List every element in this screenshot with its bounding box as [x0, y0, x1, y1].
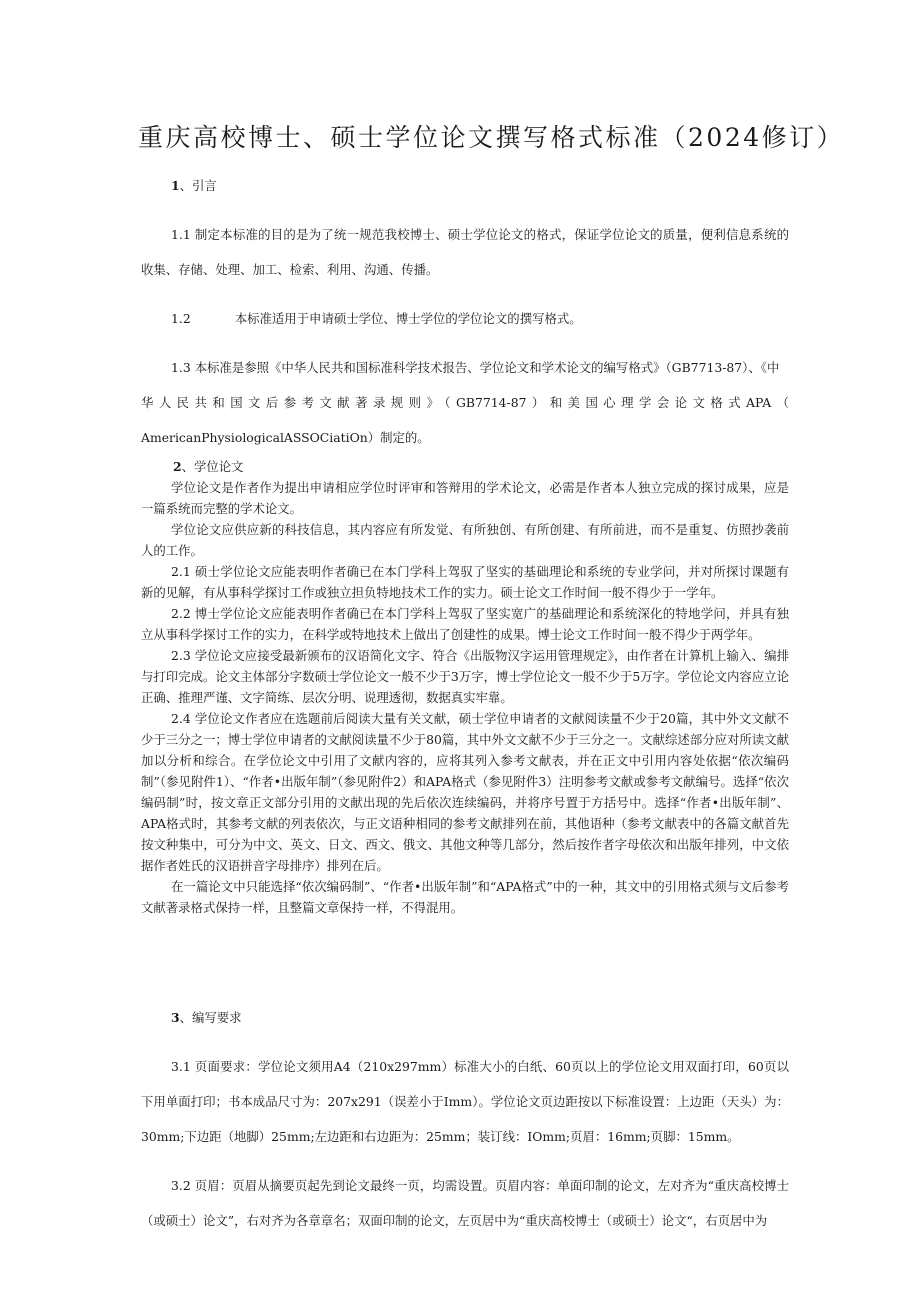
clause-number: 1.2 [171, 311, 191, 326]
section-number: 2 [173, 459, 182, 474]
paragraph-2-4: 2.4 学位论文作者应在选题前后阅读大量有关文献，硕士学位申请者的文献阅读量不少于20篇，其中外文文献不少于三分之一；博士学位申请者的文献阅读量不少于80篇，其中外文文献不少于三分之一。文献综述部分应对所读文献加以分析和综合。在学位论文中引用了文献内容的，应将其列入参考文献表，并在正文中引用内容处依据“依次编码制”（参见附件1）、“作者•出版年制”（参见附件2）和APA格式（参见附件3）注明参考文献或参考文献编号。选择“依次编码制”时，按文章正文部分引用的文献出现的先后依次连续编码，并将序号置于方括号中。选择“作者•出版年制”、APA格式时，其参考文献的列表依次，与正文语种相同的参考文献排列在前，其他语种（参考文献表中的各篇文献首先按文种集中，可分为中文、英文、日文、西文、俄文、其他文种等几部分，然后按作者字母依次和出版年排列，中文依据作者姓氏的汉语拼音字母排序）排列在后。 [141, 711, 789, 873]
section-heading-2 [141, 456, 789, 477]
paragraph-2-intro-b: 学位论文应供应新的科技信息，其内容应有所发觉、有所独创、有所创建、有所前进，而不是重复、仿照抄袭前人的工作。 [141, 522, 789, 558]
paragraph-2-1: 2.1 硕士学位论文应能表明作者确已在本门学科上驾驭了坚实的基础理论和系统的专业学问，并对所探讨课题有新的见解，有从事科学探讨工作或独立担负特地技术工作的实力。硕士论文工作时间一般不得少于一学年。 [141, 564, 789, 600]
paragraph-2-2: 2.2 博士学位论文应能表明作者确已在本门学科上驾驭了坚实宽广的基础理论和系统深化的特地学问，并具有独立从事科学探讨工作的实力，在科学或特地技术上做出了创建性的成果。博士论文工作时间一般不得少于两学年。 [141, 606, 789, 642]
section-heading-1 [141, 168, 789, 203]
paragraph-1-3-line-3: AmericanPhysiologicalASSOCiatiOn）制定的。 [141, 430, 430, 445]
section-number: 1 [171, 178, 180, 193]
clause-text: 本标准适用于申请硕士学位、博士学位的学位论文的撰写格式。 [234, 311, 582, 326]
paragraph-1-1: 1.1 制定本标准的目的是为了统一规范我校博士、硕士学位论文的格式，保证学位论文的质量，便利信息系统的收集、存储、处理、加工、检索、利用、沟通、传播。 [141, 227, 789, 277]
paragraph-3-2: 3.2 页眉：页眉从摘要页起先到论文最终一页，均需设置。页眉内容：单面印制的论文，左对齐为“重庆高校博士（或硕士）论文”，右对齐为各章章名；双面印制的论文，左页居中为“重庆高校博士（或硕士）论文“，右页居中为 [141, 1178, 789, 1228]
paragraph-2-citation-style: 在一篇论文中只能选择“依次编码制”、“作者•出版年制”和“APA格式”中的一种，其文中的引用格式须与文后参考文献著录格式保持一样，且整篇文章保持一样，不得混用。 [141, 879, 789, 915]
paragraph-3-1: 3.1 页面要求：学位论文须用A4（210x297mm）标准大小的白纸、60页以上的学位论文用双面打印，60页以下用单面打印；书本成品尺寸为：207x291（误差小于Imm）。学位论文页边距按以下标准设置：上边距（天头）为：30mm;下边距（地脚）25mm;左边距和右边距为：25mm；装订线：IOmm;页眉：16mm;页脚：15mm。 [141, 1059, 789, 1144]
section-thesis [141, 456, 789, 918]
paragraph-1-3-line-2: 华人民共和国文后参考文献著录规则》（GB7714-87）和美国心理学会论文格式APA（ [141, 395, 789, 410]
paragraph-1-2 [141, 301, 789, 336]
section-introduction [141, 168, 789, 455]
paragraph-2-3: 2.3 学位论文应接受最新颁布的汉语简化文字、符合《出版物汉字运用管理规定》，由作者在计算机上输入、编排与打印完成。论文主体部分字数硕士学位论文一般不少于3万字，博士学位论文一般不少于5万字。学位论文内容应立论正确、推理严谨、文字简练、层次分明、说理透彻，数据真实牢靠。 [141, 648, 789, 705]
section-heading-3 [141, 1000, 789, 1035]
section-title: 、编写要求 [179, 1010, 242, 1025]
document-title: 重庆高校博士、硕士学位论文撰写格式标准（2024修订） [138, 123, 845, 152]
section-title: 、学位论文 [181, 459, 244, 474]
section-number: 3 [171, 1010, 180, 1025]
paragraph-2-intro-a: 学位论文是作者作为提出申请相应学位时评审和答辩用的学术论文，必需是作者本人独立完成的探讨成果，应是一篇系统而完整的学术论文。 [141, 480, 789, 516]
section-title: 、引言 [179, 178, 217, 193]
section-writing-requirements [141, 1000, 789, 1238]
paragraph-1-3-line-1: 1.3 本标准是参照《中华人民共和国标准科学技术报告、学位论文和学术论文的编写格式》（GB7713-87）、《中 [171, 360, 780, 375]
